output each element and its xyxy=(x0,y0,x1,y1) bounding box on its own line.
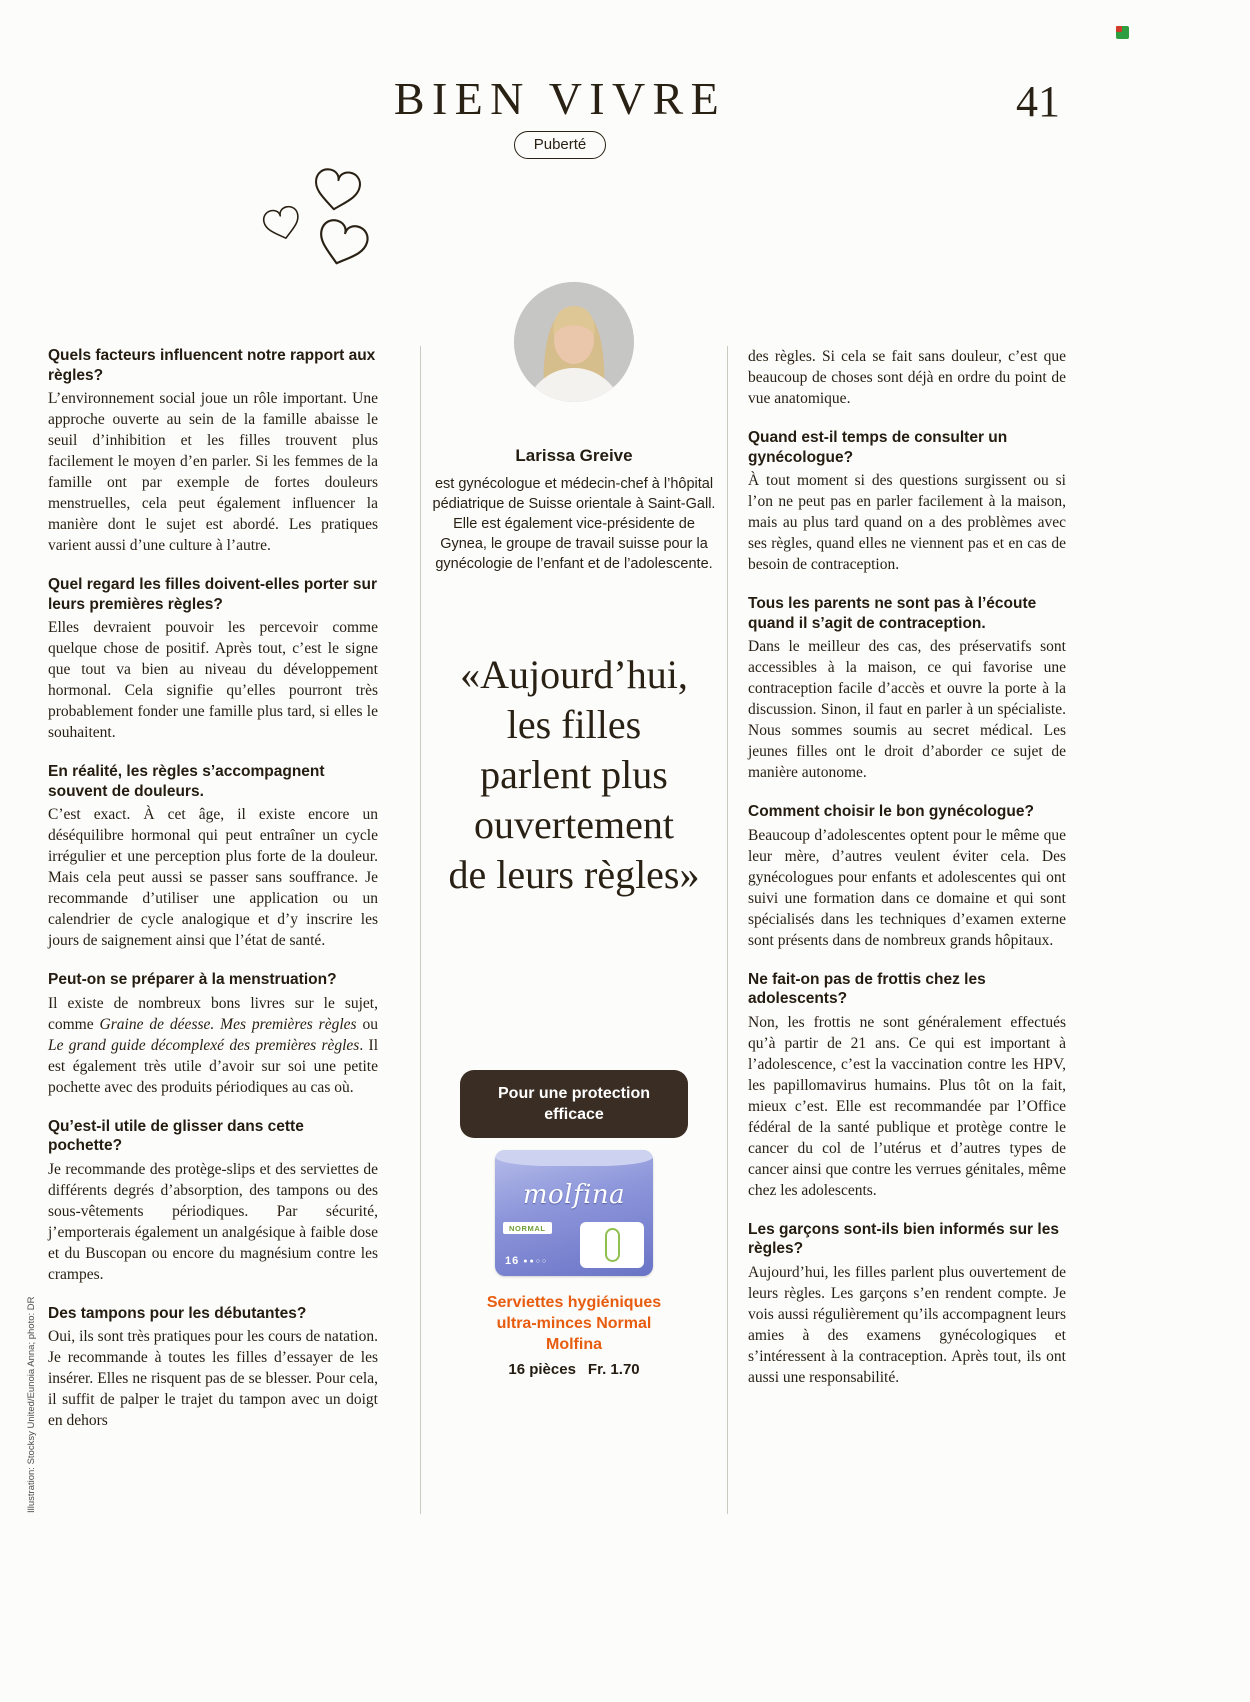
question-heading: Peut-on se préparer à la menstruation? xyxy=(48,971,337,988)
promo-banner-line: Pour une protection xyxy=(498,1085,650,1102)
pad-icon xyxy=(605,1228,620,1262)
pull-quote-line: «Aujourd’hui, xyxy=(460,652,688,697)
pull-quote-line: les filles xyxy=(506,702,642,747)
publisher-logo-icon xyxy=(1116,26,1129,39)
promo-banner xyxy=(460,1070,688,1138)
package-count xyxy=(505,1255,548,1267)
answer-paragraph: Non, les frottis ne sont généralement effectués qu’à partir de 21 ans. Ce qui est important à l’adolescence, c’est la vaccination contre les HPV, les papillomavirus humains. Plus tôt on la fait, mieux c’est. Elle est recommandée par l’Office fédéral de la santé publique et protège contre le cancer du col de l’utérus et d’autres types de cancer ainsi que contre les verrues génitales, même chez les adolescents. xyxy=(748,1013,1066,1199)
product-brand-logo: molfina xyxy=(522,1180,626,1210)
answer-paragraph: L’environnement social joue un rôle important. Une approche ouverte au sein de la famille abaisse le seuil d’inhibition et les filles trouvent plus facilement le moyen d’en parler. Si les femmes de la famille ont par exemple de fortes douleurs menstruelles, cela peut également influencer la manière dont le sujet est abordé. Les pratiques varient aussi d’une culture à l’autre. xyxy=(48,390,378,554)
article-section xyxy=(48,970,378,1098)
article-section xyxy=(748,594,1066,783)
article-section xyxy=(48,575,378,743)
answer-text: . Il est également très utile d’avoir sur soi une petite pochette avec des produits périodiques au cas où. xyxy=(48,1036,378,1096)
article-section xyxy=(748,1220,1066,1388)
category-badge-row xyxy=(310,131,810,159)
answer-text: Il existe de nombreux bons livres sur le sujet, comme xyxy=(48,994,378,1033)
photo-credit: Illustration: Stocksy United/Eunoia Anna; photo: DR xyxy=(26,1296,37,1513)
column-divider-right xyxy=(727,346,728,1514)
book-title: Le grand guide décomplexé des premières règles xyxy=(48,1036,360,1054)
hearts-icon xyxy=(256,163,388,286)
question-heading: Quels facteurs influencent notre rapport aux règles? xyxy=(48,347,376,384)
expert-bio: est gynécologue et médecin-chef à l’hôpital pédiatrique de Suisse orientale à Saint-Gall. Elle est également vice-présidente de Gynea, le groupe de travail suisse pour la gynécologie de l’enfant et de l’adolescente. xyxy=(432,476,716,572)
pull-quote-line: ouvertement xyxy=(474,802,674,847)
package-window xyxy=(580,1222,644,1268)
article-section xyxy=(48,1117,378,1285)
section-title: BIEN VIVRE xyxy=(393,73,727,124)
question-heading: Qu’est-il utile de glisser dans cette pochette? xyxy=(48,1117,304,1154)
package-type-label: NORMAL xyxy=(503,1222,552,1234)
pull-quote xyxy=(429,650,719,900)
question-heading: En réalité, les règles s’accompagnent souvent de douleurs. xyxy=(48,763,325,800)
left-column xyxy=(48,346,378,1431)
article-section xyxy=(48,1304,378,1432)
package-top-fold xyxy=(495,1150,653,1166)
portrait-photo xyxy=(514,282,634,402)
article-section xyxy=(748,428,1066,575)
answer-paragraph: Beaucoup d’adolescentes optent pour le même que leur mère, d’autres veulent éviter cela. Des gynécologues pour enfants et adolescentes qui ont suivi une formation dans ce domaine et qui sont spécialisés dans les techniques d’examen externe sont présents dans de nombreux grands hôpitaux. xyxy=(748,826,1066,949)
question-heading: Tous les parents ne sont pas à l’écoute quand il s’agit de contraception. xyxy=(748,595,1037,632)
pull-quote-line: de leurs règles» xyxy=(448,852,700,897)
question-heading: Comment choisir le bon gynécologue? xyxy=(748,803,1034,820)
product-name-line: ultra-minces Normal xyxy=(496,1315,652,1332)
expert-name: Larissa Greive xyxy=(515,446,633,465)
article-section xyxy=(748,802,1066,951)
question-heading: Quand est-il temps de consulter un gynécologue? xyxy=(748,429,1008,466)
answer-paragraph: Oui, ils sont très pratiques pour les cours de natation. Je recommande à toutes les filles d’essayer de les insérer. Elles ne risquent pas de se blesser. Pour cela, il suffit de palper le trajet du tampon avec un doigt en dehors xyxy=(48,1328,378,1429)
answer-paragraph: Dans le meilleur des cas, des préservatifs sont accessibles à la maison, ce qui favorise une contraception facile d’accès et ouvre la porte à la discussion. Sinon, il faut en parler à un spécialiste. Nous sommes soumis au secret médical. Les jeunes filles ont le droit d’aborder ce sujet de manière autonome. xyxy=(748,638,1066,781)
product-image xyxy=(495,1150,653,1276)
answer-paragraph: Elles devraient pouvoir les percevoir comme quelque chose de positif. Après tout, c’est le signe que tout va bien au niveau du développement hormonal. Cela signifie qu’elles pourront très probablement fonder une famille plus tard, si elles le souhaitent. xyxy=(48,619,378,741)
answer-paragraph: Je recommande des protège-slips et des serviettes de différents degrés d’absorption, des tampons ou des sous-vêtements périodiques. Par sécurité, j’emporterais également un analgésique à faible dose et du Buscopan ou encore du magnésium contre les crampes. xyxy=(48,1160,378,1283)
answer-paragraph: Aujourd’hui, les filles parlent plus ouvertement de leurs règles. Les garçons s’en rendent compte. Je vois aussi régulièrement qu’ils accompagnent leurs amies à des examens gynécologiques et s’intéressent à la contraception. Après tout, ils ont aussi une responsabilité. xyxy=(748,1263,1066,1386)
column-divider-left xyxy=(420,346,421,1514)
center-column xyxy=(429,282,719,1378)
question-heading: Les garçons sont-ils bien informés sur les règles? xyxy=(748,1220,1059,1257)
absorbency-dots-icon: ●●○○ xyxy=(523,1258,549,1265)
package-count-number: 16 xyxy=(505,1255,520,1267)
promo-banner-line: efficace xyxy=(544,1106,604,1123)
answer-paragraph: À tout moment si des questions surgissent ou si l’on ne peut pas en parler facilement à la maison, mais au plus tard quand on a des problèmes avec ses règles, quand elles ne viennent pas et en cas de besoin de contraception. xyxy=(748,472,1066,573)
publisher-logo-dot xyxy=(1116,26,1122,32)
article-section xyxy=(48,346,378,556)
question-heading: Des tampons pour les débutantes? xyxy=(48,1304,307,1322)
question-heading: Quel regard les filles doivent-elles porter sur leurs premières règles? xyxy=(48,576,378,613)
category-badge: Puberté xyxy=(514,131,607,159)
product-name-line: Molfina xyxy=(546,1336,602,1353)
page-number: 41 xyxy=(1016,77,1060,126)
product-price: Fr. 1.70 xyxy=(587,1361,640,1378)
product-price-row xyxy=(429,1361,719,1378)
article-section xyxy=(48,762,378,951)
answer-text: ou xyxy=(356,1015,378,1033)
answer-paragraph xyxy=(48,993,378,1098)
answer-paragraph: C’est exact. À cet âge, il existe encore un déséquilibre hormonal qui peut entraîner un cycle irrégulier et une perception plus forte de la douleur. Mais cela peut aussi se passer sans souffrance. Je recommande d’utiliser une application ou un calendrier de cycle analogique et d’y inscrire les jours de saignement ainsi que l’état de santé. xyxy=(48,806,378,949)
pull-quote-line: parlent plus xyxy=(480,752,668,797)
right-column xyxy=(748,346,1066,1388)
product-name xyxy=(429,1292,719,1355)
article-section xyxy=(748,970,1066,1201)
product-quantity: 16 pièces xyxy=(508,1361,576,1378)
continuation-paragraph: des règles. Si cela se fait sans douleur, c’est que beaucoup de choses sont déjà en ordre du point de vue anatomique. xyxy=(748,348,1066,407)
question-heading: Ne fait-on pas de frottis chez les adolescents? xyxy=(748,970,986,1007)
product-name-line: Serviettes hygiéniques xyxy=(486,1294,662,1311)
book-title: Graine de déesse. Mes premières règles xyxy=(99,1015,357,1033)
